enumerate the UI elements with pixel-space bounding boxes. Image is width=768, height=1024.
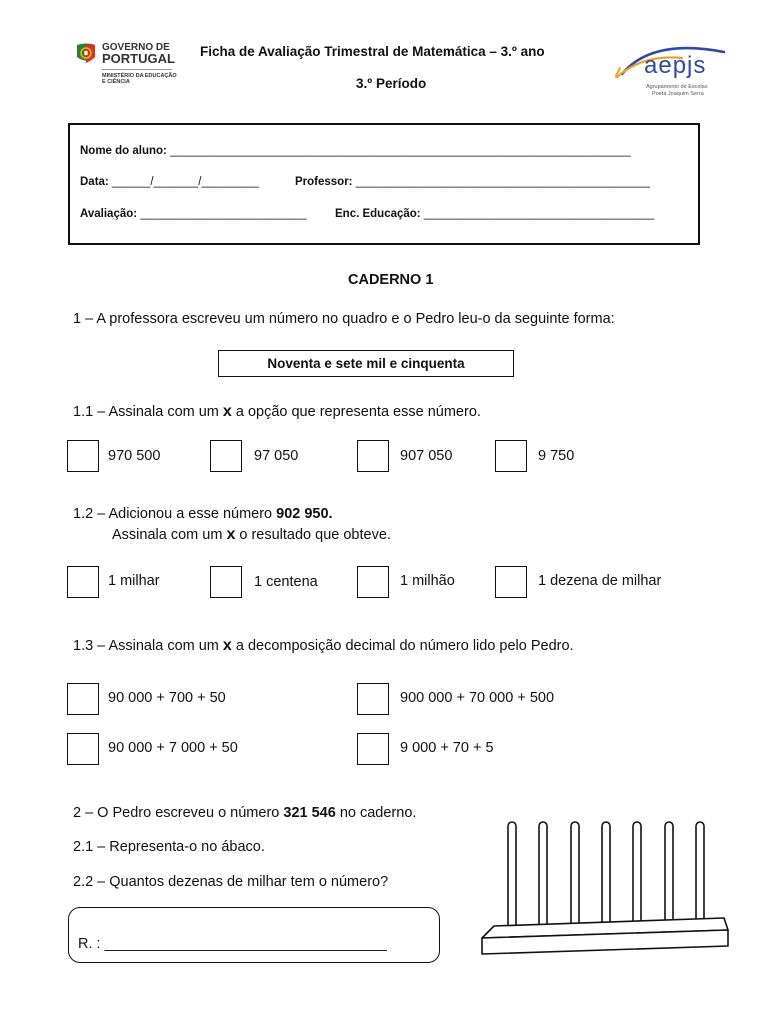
school-name-line1: Agrupamento de Escolas xyxy=(646,84,708,90)
q1-3-text xyxy=(73,637,574,655)
checkbox-q1-2-option-2[interactable] xyxy=(210,566,242,598)
checkbox-q1-2-option-3[interactable] xyxy=(357,566,389,598)
q1-2-option-1-label: 1 milhar xyxy=(108,573,160,589)
q1-3-prefix: 1.3 – Assinala com um xyxy=(73,638,219,654)
abacus-rod xyxy=(665,822,673,936)
q1-3-option-4-label: 9 000 + 70 + 5 xyxy=(400,740,494,756)
q2-suffix: no caderno. xyxy=(339,805,417,821)
guardian-field[interactable]: ____________________________________ xyxy=(423,208,655,220)
q1-2-line2-prefix: Assinala com um xyxy=(112,527,223,543)
q1-3-option-1-label: 90 000 + 700 + 50 xyxy=(108,690,226,706)
answer-field[interactable]: ___________________________________ xyxy=(104,936,387,952)
period-label: 3.º Período xyxy=(356,76,427,91)
guardian-row xyxy=(335,208,654,220)
q2-prefix: 2 – O Pedro escreveu o número xyxy=(73,805,280,821)
abacus-rod xyxy=(602,822,610,936)
school-logo xyxy=(612,38,732,100)
ministry-line1: MINISTÉRIO DA EDUCAÇÃO xyxy=(102,73,177,79)
date-row xyxy=(80,176,259,188)
q1-3-option-2-label: 900 000 + 70 000 + 500 xyxy=(400,690,555,706)
q1-1-option-2-label: 97 050 xyxy=(254,448,299,464)
q2-text xyxy=(73,805,416,821)
gov-line1: GOVERNO DE xyxy=(102,42,170,53)
checkbox-q1-2-option-1[interactable] xyxy=(67,566,99,598)
teacher-label: Professor: xyxy=(295,176,353,188)
evaluation-label: Avaliação: xyxy=(80,208,138,220)
date-label: Data: xyxy=(80,176,109,188)
q2-2-text: 2.2 – Quantos dezenas de milhar tem o número? xyxy=(73,874,389,890)
logo-divider xyxy=(102,69,172,70)
checkbox-q1-3-option-1[interactable] xyxy=(67,683,99,715)
q1-2-line2 xyxy=(112,526,391,544)
x-mark: x xyxy=(226,526,236,543)
teacher-field[interactable]: ______________________________________________ xyxy=(355,176,650,188)
x-mark: x xyxy=(222,637,232,654)
abacus-rod xyxy=(633,822,641,936)
q1-1-prefix: 1.1 – Assinala com um xyxy=(73,404,219,420)
answer-box xyxy=(68,907,440,963)
gov-line2: PORTUGAL xyxy=(102,51,175,66)
q1-3-suffix: a decomposição decimal do número lido pelo Pedro. xyxy=(235,638,574,654)
q1-2-option-3-label: 1 milhão xyxy=(400,573,455,589)
document-title: Ficha de Avaliação Trimestral de Matemática – 3.º ano xyxy=(200,44,545,59)
q1-1-option-3-label: 907 050 xyxy=(400,448,453,464)
name-row xyxy=(80,145,631,157)
ministry-line2: E CIÊNCIA xyxy=(102,79,130,85)
portugal-flag-icon xyxy=(73,42,99,68)
abacus-rod xyxy=(571,822,579,936)
q1-2-text xyxy=(73,506,333,522)
q1-2-option-2-label: 1 centena xyxy=(254,574,318,590)
student-info-box xyxy=(68,123,700,245)
number-phrase-box: Noventa e sete mil e cinquenta xyxy=(218,350,514,377)
school-logo-text: aepjs xyxy=(644,52,707,79)
checkbox-q1-3-option-2[interactable] xyxy=(357,683,389,715)
q1-text: 1 – A professora escreveu um número no quadro e o Pedro leu-o da seguinte forma: xyxy=(73,311,615,327)
checkbox-q1-3-option-4[interactable] xyxy=(357,733,389,765)
q1-1-option-4-label: 9 750 xyxy=(538,448,575,464)
abacus-rod xyxy=(539,822,547,936)
checkbox-q1-3-option-3[interactable] xyxy=(67,733,99,765)
q2-1-text: 2.1 – Representa-o no ábaco. xyxy=(73,839,265,855)
q2-number: 321 546 xyxy=(283,805,336,821)
abacus-rod xyxy=(508,822,516,936)
q1-2-number: 902 950. xyxy=(276,506,333,522)
date-field[interactable]: ______/_______/_________ xyxy=(111,176,260,188)
checkbox-q1-1-option-2[interactable] xyxy=(210,440,242,472)
q1-1-text xyxy=(73,403,481,421)
q1-3-option-3-label: 90 000 + 7 000 + 50 xyxy=(108,740,238,756)
teacher-row xyxy=(295,176,650,188)
q1-1-option-1-label: 970 500 xyxy=(108,448,161,464)
abacus-illustration[interactable] xyxy=(474,808,734,970)
section-title: CADERNO 1 xyxy=(348,272,434,288)
checkbox-q1-1-option-1[interactable] xyxy=(67,440,99,472)
answer-row xyxy=(78,936,387,952)
evaluation-row xyxy=(80,208,307,220)
answer-label: R. : xyxy=(78,936,101,952)
evaluation-field[interactable]: __________________________ xyxy=(140,208,307,220)
q1-2-line2-suffix: o resultado que obteve. xyxy=(239,527,391,543)
q1-2-prefix: 1.2 – Adicionou a esse número xyxy=(73,506,273,522)
name-label: Nome do aluno: xyxy=(80,145,167,157)
checkbox-q1-2-option-4[interactable] xyxy=(495,566,527,598)
government-logo xyxy=(73,40,178,95)
guardian-label: Enc. Educação: xyxy=(335,208,421,220)
checkbox-q1-1-option-4[interactable] xyxy=(495,440,527,472)
q1-1-suffix: a opção que representa esse número. xyxy=(235,404,481,420)
checkbox-q1-1-option-3[interactable] xyxy=(357,440,389,472)
school-name-line2: Poeta Joaquim Serra xyxy=(652,91,704,97)
name-field[interactable]: ________________________________________________________________________ xyxy=(170,145,631,157)
q1-2-option-4-label: 1 dezena de milhar xyxy=(538,573,662,589)
x-mark: x xyxy=(222,403,232,420)
